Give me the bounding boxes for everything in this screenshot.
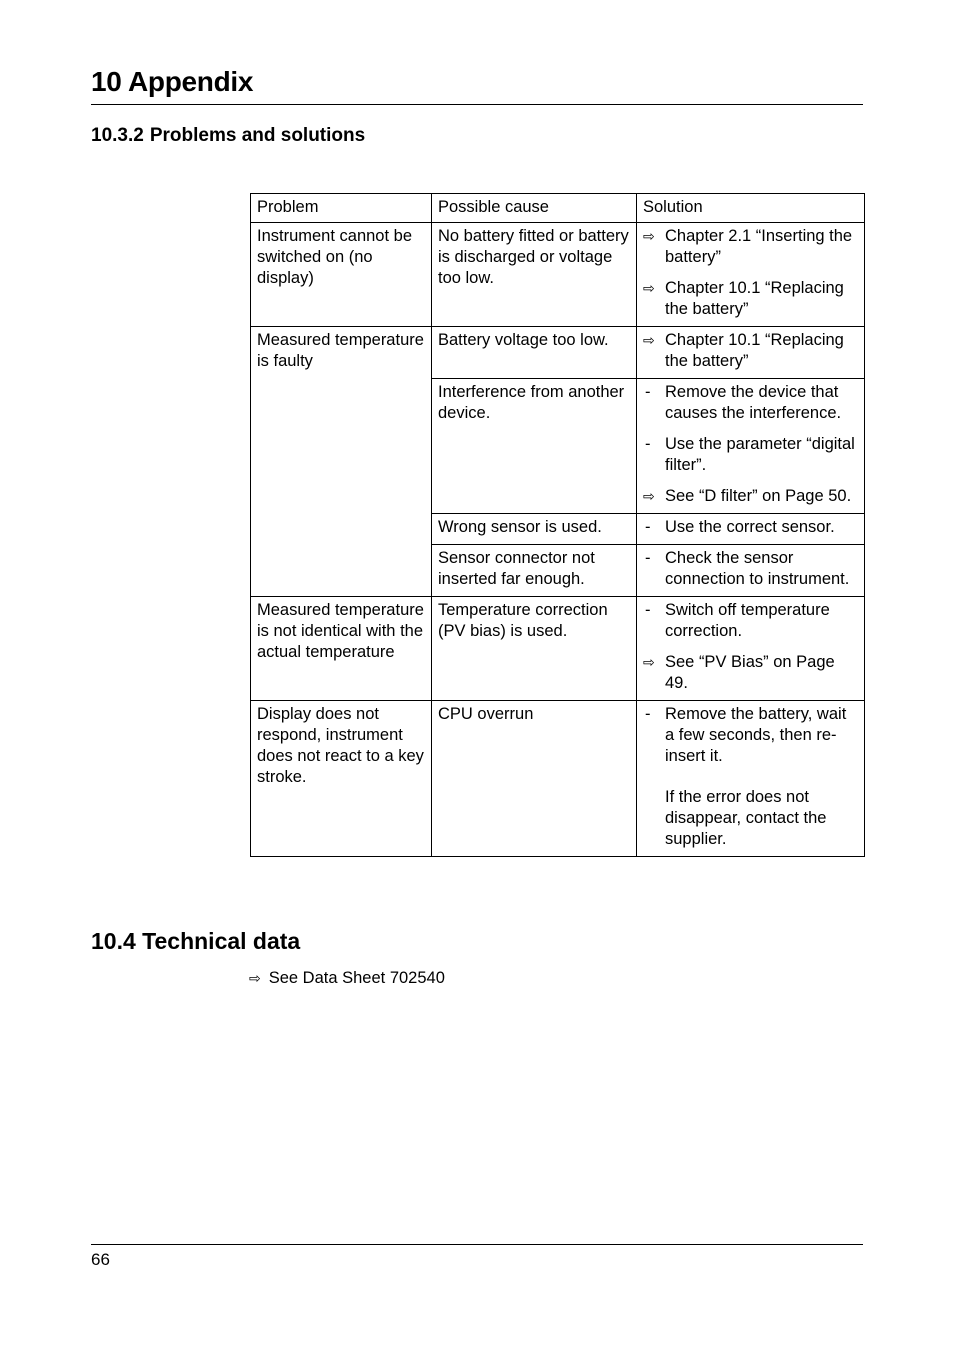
- solution-item: ⇨ Chapter 10.1 “Replacing the battery”: [643, 279, 844, 318]
- solution-cell: [637, 514, 865, 545]
- arrow-right-icon: ⇨: [249, 970, 261, 986]
- table-row: [251, 597, 865, 701]
- solution-cell: [637, 223, 865, 327]
- technical-data-title-text: Technical data: [142, 928, 301, 954]
- solution-item: ⇨ Chapter 10.1 “Replacing the battery”: [643, 331, 844, 370]
- header-problem: Problem: [251, 194, 432, 223]
- cause-cell: Battery voltage too low.: [432, 327, 637, 379]
- chapter-title: 10 Appendix: [91, 66, 254, 97]
- problems-solutions-table: [250, 193, 865, 857]
- technical-data-number: 10.4: [91, 928, 136, 954]
- solution-cell: [637, 327, 865, 379]
- page-number: 66: [91, 1250, 110, 1269]
- cause-cell: Temperature correction (PV bias) is used.: [432, 597, 637, 701]
- dash-bullet: -: [645, 549, 651, 567]
- problem-cell: Display does not respond, instrument does not react to a key stroke.: [251, 701, 432, 857]
- solution-item: - Use the parameter “digital filter”.: [645, 435, 855, 474]
- section-title-text: Problems and solutions: [149, 125, 366, 146]
- table-header-row: [251, 194, 865, 223]
- arrow-right-icon: ⇨: [643, 228, 655, 244]
- cause-cell: Sensor connector not inserted far enough.: [432, 545, 637, 597]
- data-sheet-reference-text: See Data Sheet 702540: [268, 969, 445, 987]
- solution-item: ⇨ Chapter 2.1 “Inserting the battery”: [643, 227, 853, 266]
- solution-item: - Use the correct sensor.: [645, 518, 835, 536]
- solution-cell: [637, 545, 865, 597]
- header-solution: Solution: [637, 194, 865, 223]
- table-row: [251, 327, 865, 379]
- chapter-divider: [91, 104, 863, 105]
- section-title: [91, 125, 365, 147]
- dash-bullet: -: [645, 383, 651, 401]
- section-number: 10.3.2: [91, 125, 144, 146]
- solution-cell: [637, 597, 865, 701]
- dash-bullet: -: [645, 435, 651, 453]
- cause-cell: CPU overrun: [432, 701, 637, 857]
- solution-item: ⇨ See “D filter” on Page 50.: [643, 487, 852, 505]
- table-row: [251, 701, 865, 857]
- dash-bullet: -: [645, 601, 651, 619]
- dash-bullet: -: [645, 705, 651, 723]
- solution-item: - Check the sensor connection to instrument.: [645, 549, 850, 588]
- table-row: [251, 223, 865, 327]
- problem-cell: Instrument cannot be switched on (no display): [251, 223, 432, 327]
- solution-cell: [637, 701, 865, 857]
- cause-cell: No battery fitted or battery is discharged or voltage too low.: [432, 223, 637, 327]
- footer-divider: [91, 1244, 863, 1245]
- arrow-right-icon: ⇨: [643, 654, 655, 670]
- arrow-right-icon: ⇨: [643, 332, 655, 348]
- solution-note: If the error does not disappear, contact the supplier.: [665, 788, 827, 848]
- solution-item: - Remove the device that causes the interference.: [645, 383, 842, 422]
- solution-item: [643, 704, 859, 850]
- header-cause: Possible cause: [432, 194, 637, 223]
- cause-cell: Interference from another device.: [432, 379, 637, 514]
- dash-bullet: -: [645, 518, 651, 536]
- arrow-right-icon: ⇨: [643, 488, 655, 504]
- technical-data-title: [91, 928, 300, 955]
- problem-cell: Measured temperature is faulty: [251, 327, 432, 597]
- arrow-right-icon: ⇨: [643, 280, 655, 296]
- cause-cell: Wrong sensor is used.: [432, 514, 637, 545]
- solution-item: ⇨ See “PV Bias” on Page 49.: [643, 653, 835, 692]
- problem-cell: Measured temperature is not identical with the actual temperature: [251, 597, 432, 701]
- solution-item: - Switch off temperature correction.: [645, 601, 830, 640]
- data-sheet-reference: [249, 969, 445, 988]
- solution-cell: [637, 379, 865, 514]
- solution-text: Remove the battery, wait a few seconds, then re-insert it.: [665, 705, 847, 765]
